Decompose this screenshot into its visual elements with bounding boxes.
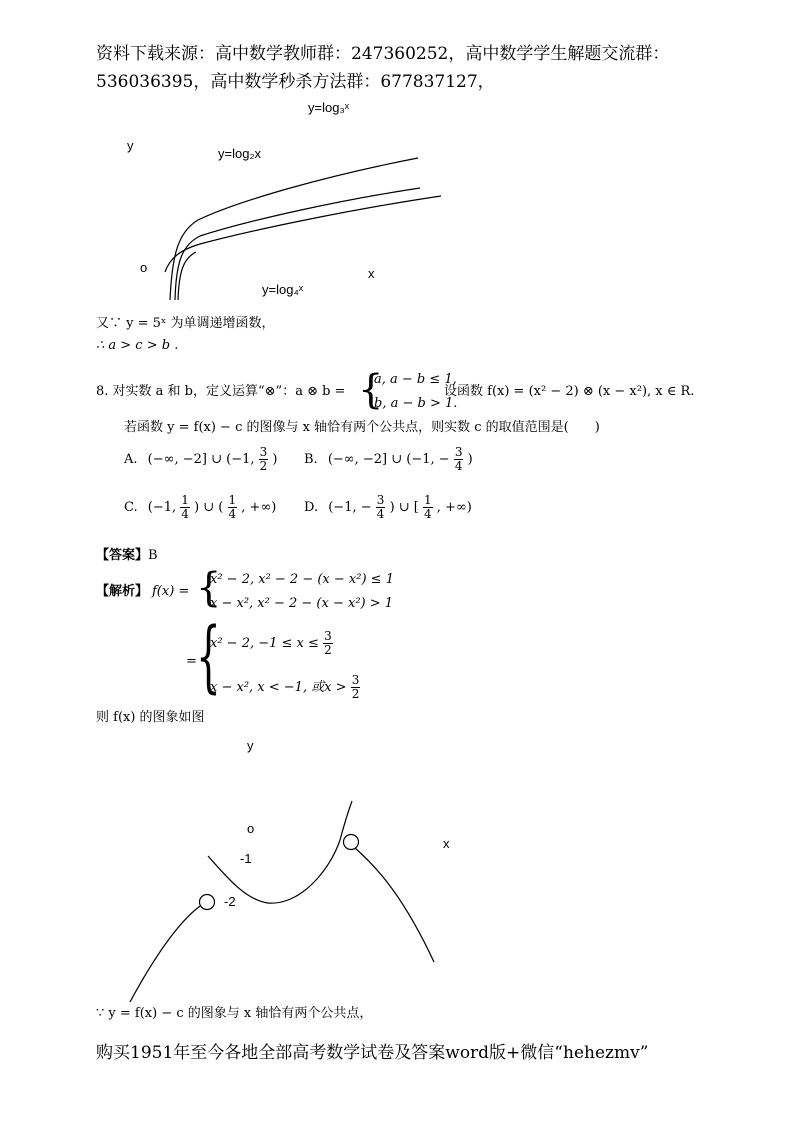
option-c-den-1: 4	[181, 507, 189, 521]
reasoning-line-1: 又∵ y = 5ˣ 为单调递增函数，	[96, 316, 275, 331]
option-a-num: 3	[259, 445, 268, 459]
reasoning-line-2: ∴ a > c > b .	[96, 338, 179, 353]
label-x-axis-2: x	[443, 836, 450, 851]
label-log2: y=log₂x	[218, 146, 261, 161]
curve-left-branch	[130, 906, 200, 1002]
curve-middle-parabola	[208, 801, 352, 903]
solution-brace-2: {	[196, 612, 221, 702]
option-c-post: , +∞)	[241, 500, 277, 515]
option-c-den-2: 4	[228, 507, 237, 521]
question-stem-suffix: 设函数 f(x) = (x² − 2) ⊗ (x − x²), x ∈ R.	[444, 384, 695, 399]
option-a-pre: (−∞, −2] ∪ (−1,	[147, 452, 255, 467]
option-c-num-1: 1	[181, 493, 189, 507]
question-line-2: 若函数 y = f(x) − c 的图像与 x 轴恰有两个公共点，则实数 c 的取值范围是( )	[124, 420, 600, 435]
option-b-num: 3	[454, 445, 463, 459]
label-log4: y=log₄ˣ	[262, 282, 304, 297]
label-y-axis-2: y	[247, 738, 254, 753]
option-a-label: A.	[124, 452, 138, 467]
solution-case-3-den: 2	[324, 643, 332, 657]
answer-label: 【答案】	[96, 548, 149, 563]
question-case-2: b, a − b > 1.	[374, 396, 458, 411]
solution-case-4-num: 3	[351, 673, 360, 687]
option-b-post: )	[467, 452, 473, 467]
label-y-axis-1: y	[127, 138, 134, 153]
option-c-label: C.	[124, 500, 138, 515]
option-d-den-2: 4	[424, 507, 432, 521]
option-d-pre: (−1, −	[328, 500, 372, 515]
option-b-label: B.	[304, 452, 318, 467]
open-circle-right	[344, 835, 359, 850]
header-line-1: 资料下载来源：高中数学教师群：247360252，高中数学学生解题交流群：	[96, 44, 670, 64]
option-c-pre: (−1,	[147, 500, 177, 515]
solution-brace-1: {	[196, 565, 222, 611]
option-b-pre: (−∞, −2] ∪ (−1, −	[327, 452, 450, 467]
option-b-den: 4	[454, 459, 463, 473]
option-a-post: )	[272, 452, 278, 467]
answer-value: B	[148, 548, 158, 563]
option-c-num-2: 1	[228, 493, 237, 507]
footer-ad: 购买1951年至今各地全部高考数学试卷及答案word版+微信“hehezmv”	[96, 1043, 649, 1063]
conclusion-line: ∵ y = f(x) − c 的图象与 x 轴恰有两个公共点，	[96, 1006, 373, 1021]
option-d-post: , +∞)	[436, 500, 472, 515]
option-d-label: D.	[304, 500, 319, 515]
solution-case-3-pre: x² − 2, −1 ≤ x ≤	[210, 636, 319, 651]
label-minus-2: -2	[224, 894, 236, 909]
solution-label: 【解析】	[96, 584, 149, 599]
question-brace: {	[358, 367, 384, 413]
solution-f-lhs: f(x) =	[152, 584, 190, 599]
open-circle-left	[200, 895, 215, 910]
solution-case-4-pre: x − x², x < −1, 或x >	[210, 680, 347, 695]
option-d-mid: ) ∪ [	[389, 500, 419, 515]
solution-case-4-den: 2	[351, 687, 360, 701]
question-stem-prefix: 8. 对实数 a 和 b，定义运算“⊗”：a ⊗ b =	[96, 384, 346, 399]
option-d-num-2: 1	[424, 493, 432, 507]
option-a-den: 2	[259, 459, 268, 473]
solution-case-1: x² − 2, x² − 2 − (x − x²) ≤ 1	[210, 572, 394, 587]
header-line-2: 536036395，高中数学秒杀方法群：677837127，	[96, 72, 495, 92]
curve-right-branch	[355, 848, 434, 962]
option-c-mid: ) ∪ (	[194, 500, 224, 515]
option-d-den-1: 4	[376, 507, 385, 521]
label-origin-2: o	[247, 821, 255, 836]
solution-case-3-num: 3	[324, 629, 332, 643]
label-minus-1: -1	[240, 851, 252, 866]
solution-graph-note: 则 f(x) 的图象如图	[96, 710, 205, 725]
label-log3: y=log₃ˣ	[308, 100, 349, 115]
question-case-1: a, a − b ≤ 1,	[374, 372, 457, 387]
solution-case-2: x − x², x² − 2 − (x − x²) > 1	[210, 596, 394, 611]
option-d-num-1: 3	[376, 493, 385, 507]
solution-equals: =	[186, 654, 197, 669]
label-x-axis-1: x	[368, 266, 375, 281]
label-origin-1: o	[140, 260, 148, 275]
